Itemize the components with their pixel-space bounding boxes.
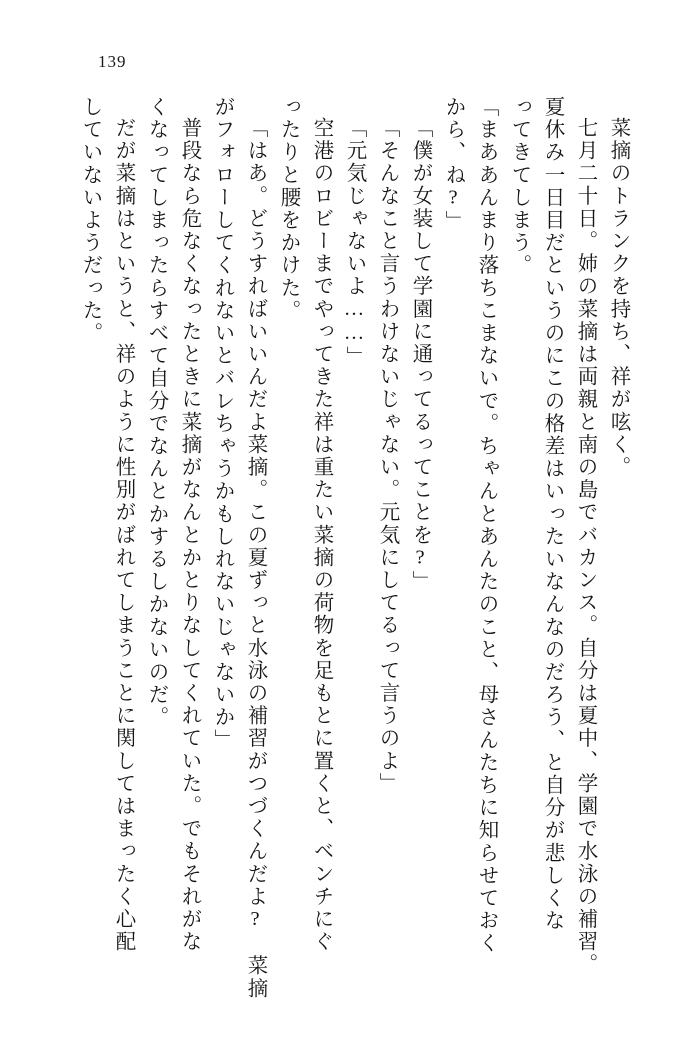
page-number: 139 <box>98 52 127 71</box>
text-column: くなってしまったらすべて自分でなんとかするしかないのだ。 <box>145 96 167 729</box>
vertical-text-body <box>72 96 629 1000</box>
text-column: ってきてしまう。 <box>508 96 530 277</box>
text-column: していないようだった。 <box>79 96 101 345</box>
text-column: 七月二十日。姉の菜摘は両親と南の島でバカンス。自分は夏中、学園で水泳の補習。 <box>574 117 596 976</box>
text-column: 空港のロビーまでやってきた祥は重たい菜摘の荷物を足もとに置くと、ベンチにぐ <box>310 117 332 954</box>
text-column: 「まああんまり落ちこまないで。ちゃんとあんたのこと、母さんたちに知らせておく <box>475 96 497 955</box>
text-column: 「そんなこと言うわけないじゃない。元気にしてるって言うのよ」 <box>376 117 398 795</box>
text-column: 菜摘のトランクを持ち、祥が呟く。 <box>607 117 629 479</box>
text-column: 普段なら危なくなったときに菜摘がなんとかとりなしてくれていた。でもそれがな <box>178 117 200 954</box>
text-column: ったりと腰をかけた。 <box>277 96 299 322</box>
text-column: 夏休み一日目だというのにこの格差はいったいなんなのだろう、と自分が悲しくな <box>541 96 563 933</box>
text-column: だが菜摘はというと、祥のように性別がばれてしまうことに関してはまったく心配 <box>112 117 134 954</box>
text-column: がフォローしてくれないとバレちゃうかもしれないじゃないか」 <box>211 96 233 752</box>
text-column: から、ね?」 <box>442 96 464 234</box>
text-column: 「元気じゃないよ……」 <box>343 117 365 369</box>
text-column: 「はあ。どうすればいいんだよ菜摘。この夏ずっと水泳の補習がつづくんだよ? 菜摘 <box>244 117 266 1000</box>
text-column: 「僕が女装して学園に通ってるってことを?」 <box>409 117 431 594</box>
